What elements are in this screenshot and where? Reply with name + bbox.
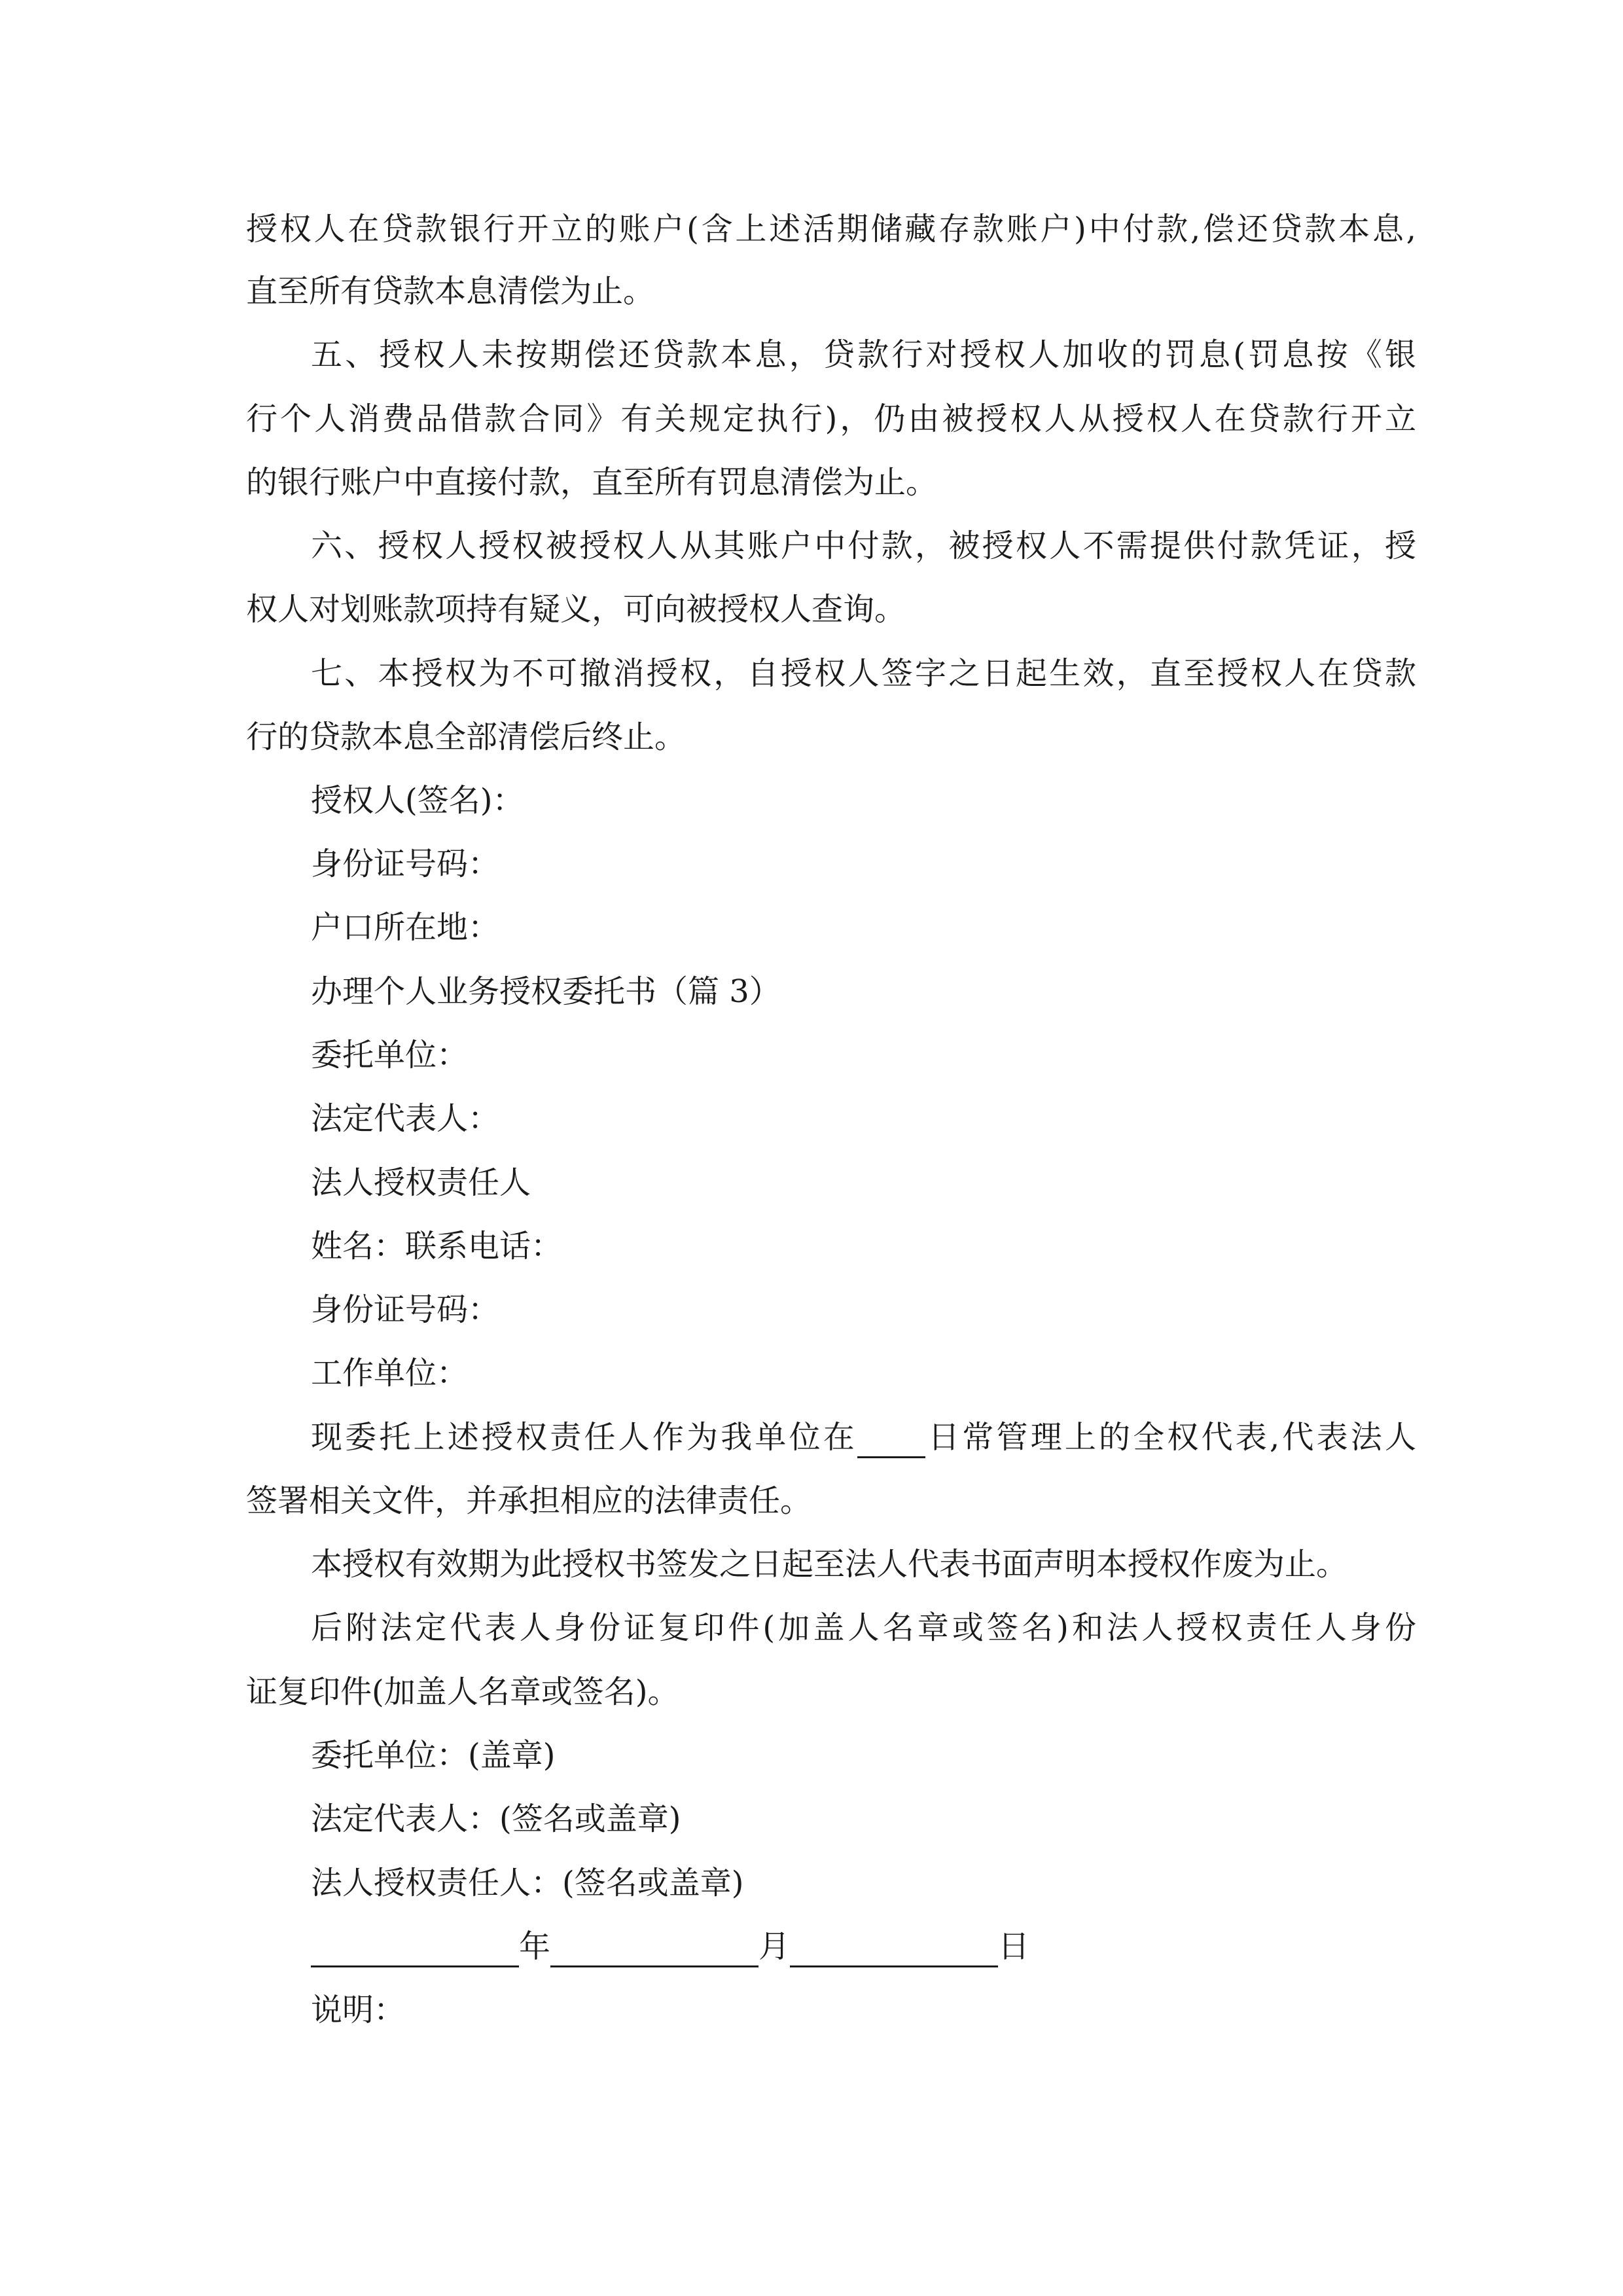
entrustment-paragraph-line-2: 签署相关文件，并承担相应的法律责任。	[246, 1482, 812, 1519]
entrustment-paragraph-line-1	[311, 1416, 1416, 1458]
clause-6-line-2: 权人对划账款项持有疑义，可向被授权人查询。	[246, 591, 906, 628]
entrustment-text-after-blank: 日常管理上的全权代表,代表法人	[925, 1419, 1416, 1456]
clause-5-line-2: 行个人消费品借款合同》有关规定执行)，仍由被授权人从授权人在贷款行开立	[246, 401, 1416, 437]
entrusting-unit-seal-label: 委托单位：(盖章)	[311, 1737, 556, 1774]
authorizer-signature-label: 授权人(签名)：	[311, 782, 524, 819]
legal-representative-signature-label: 法定代表人：(签名或盖章)	[311, 1801, 681, 1837]
year-blank-field[interactable]	[311, 1931, 519, 1967]
year-label: 年	[519, 1928, 551, 1965]
month-label: 月	[758, 1928, 791, 1965]
attachment-paragraph-line-2: 证复印件(加盖人名章或签名)。	[246, 1674, 679, 1710]
clause-5-line-3: 的银行账户中直接付款，直至所有罚息清偿为止。	[246, 464, 938, 501]
id-number-label: 身份证号码：	[311, 846, 500, 882]
clause-7-line-1: 七、本授权为不可撤消授权，自授权人签字之日起生效，直至授权人在贷款	[311, 655, 1416, 692]
clause-6-line-1: 六、授权人授权被授权人从其账户中付款，被授权人不需提供付款凭证，授	[311, 528, 1416, 564]
validity-period-paragraph: 本授权有效期为此授权书签发之日起至法人代表书面声明本授权作废为止。	[311, 1546, 1348, 1583]
attachment-paragraph-line-1: 后附法定代表人身份证复印件(加盖人名章或签名)和法人授权责任人身份	[311, 1609, 1416, 1646]
name-phone-label: 姓名：联系电话：	[311, 1228, 563, 1265]
day-blank-field[interactable]	[790, 1931, 998, 1967]
entrusting-unit-label: 委托单位：	[311, 1037, 469, 1073]
authorized-responsible-person-label: 法人授权责任人	[311, 1164, 531, 1201]
notes-label: 说明：	[311, 1992, 406, 2028]
household-registration-label: 户口所在地：	[311, 909, 500, 946]
month-blank-field[interactable]	[550, 1931, 758, 1967]
responsible-person-signature-label: 法人授权责任人：(签名或盖章)	[311, 1865, 744, 1901]
clause-7-line-2: 行的贷款本息全部清偿后终止。	[246, 719, 687, 755]
section-title-part-3: 办理个人业务授权委托书（篇 3）	[311, 973, 781, 1010]
clause-5-line-1: 五、授权人未按期偿还贷款本息，贷款行对授权人加收的罚息(罚息按《银	[311, 336, 1416, 373]
entrustment-text-before-blank: 现委托上述授权责任人作为我单位在	[311, 1419, 857, 1456]
day-label: 日	[998, 1928, 1030, 1965]
id-number-label-2: 身份证号码：	[311, 1291, 500, 1328]
date-line	[311, 1926, 1029, 1967]
fill-in-blank-field[interactable]	[857, 1422, 925, 1458]
work-unit-label: 工作单位：	[311, 1355, 469, 1391]
legal-representative-label: 法定代表人：	[311, 1100, 500, 1137]
paragraph-4-continued-line-2: 直至所有贷款本息清偿为止。	[246, 273, 655, 310]
paragraph-4-continued-line-1: 授权人在贷款银行开立的账户(含上述活期储藏存款账户)中付款,偿还贷款本息,	[246, 211, 1416, 247]
